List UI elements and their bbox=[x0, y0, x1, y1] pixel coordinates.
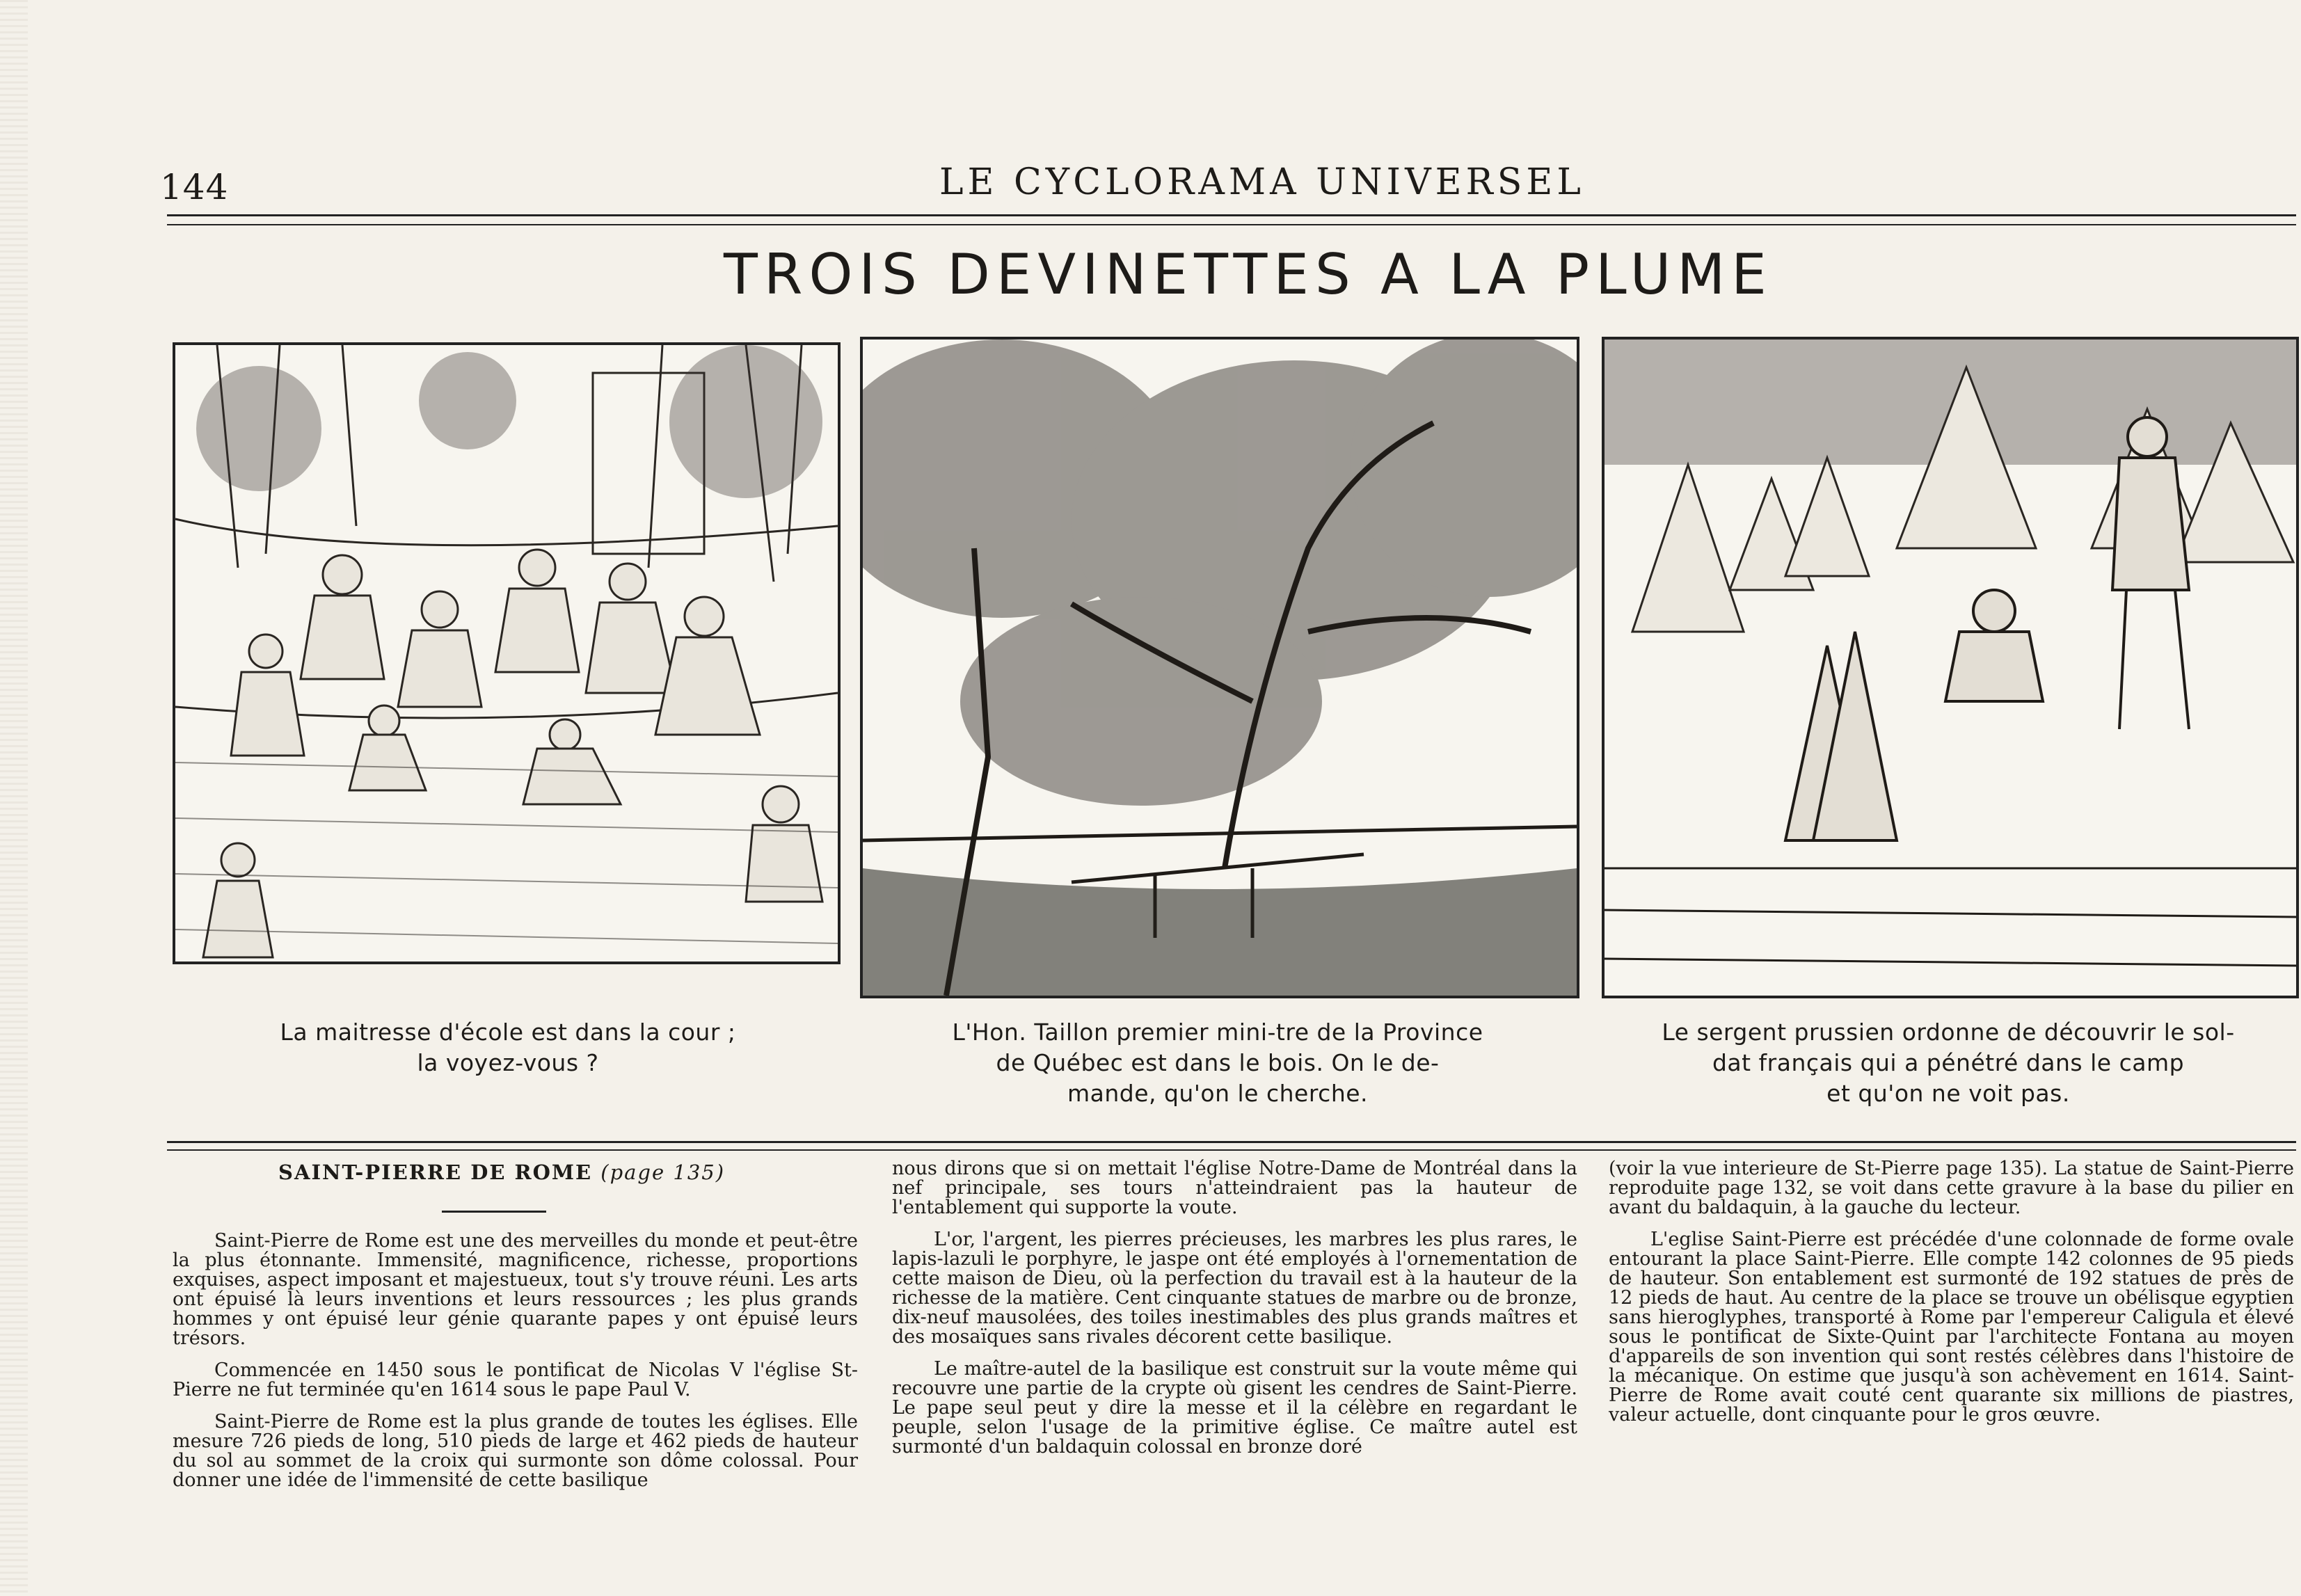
paragraph: L'or, l'argent, les pierres précieuses, les marbres les plus rares, le lapis-lazuli le porphyre, le jaspe ont été employés à l'ornementation de cette maison de Dieu, où la perfection du travail est à la hauteur de la richesse de la matière. Cent cinquante statues de marbre ou de bronze, dix-neuf mausolées, des toiles inestimables des plus grands maîtres et des mosaïques sans rivales décorent cette basilique. bbox=[892, 1229, 1577, 1348]
caption-line: la voyez-vous ? bbox=[417, 1049, 599, 1076]
caption-line: de Québec est dans le bois. On le de- bbox=[996, 1049, 1440, 1076]
caption-line: mande, qu'on le cherche. bbox=[1067, 1080, 1369, 1107]
paragraph: L'eglise Saint-Pierre est précédée d'une colonnade de forme ovale entourant la place Saint-Pierre. Elle compte 142 colonnes de 95 pieds de hauteur. Son entablement est surmonté de 192 statues de près de 12 pieds de haut. Au centre de la place se trouve un obélisque egyptien sans hieroglyphes, transporté à Rome par l'empereur Caligula et élevé sous le pontificat de Sixte-Quint par l'architecte Fontana au moyen d'appareils de son invention qui sont restés célèbres dans l'histoire de la mécanique. On estime que jusqu'à son achèvement en 1614. Saint-Pierre de Rome avait couté cent quarante six millions de piastres, valeur actuelle, dont cinquante pour le gros œuvre. bbox=[1609, 1229, 2294, 1426]
puzzle-illustration-forest bbox=[860, 337, 1579, 998]
header-rule-top bbox=[167, 214, 2296, 216]
caption-line: Le sergent prussien ordonne de découvrir le sol- bbox=[1662, 1019, 2235, 1046]
article-rule-bottom bbox=[167, 1149, 2296, 1151]
puzzle-caption-3 bbox=[1600, 1017, 2296, 1109]
article-column-3 bbox=[1609, 1159, 2294, 1437]
article-title-rule bbox=[442, 1211, 546, 1213]
article-rule-top bbox=[167, 1141, 2296, 1143]
article-title-ref: (page 135) bbox=[600, 1160, 726, 1184]
caption-line: et qu'on ne voit pas. bbox=[1826, 1080, 2070, 1107]
article-column-1 bbox=[173, 1231, 858, 1503]
page-number: 144 bbox=[160, 167, 229, 207]
puzzle-caption-1 bbox=[209, 1017, 807, 1078]
article-title-text: SAINT-PIERRE DE ROME bbox=[278, 1160, 593, 1184]
caption-line: dat français qui a pénétré dans le camp bbox=[1712, 1049, 2185, 1076]
paragraph: Saint-Pierre de Rome est la plus grande de toutes les églises. Elle mesure 726 pieds de long, 510 pieds de large et 462 pieds de hauteur du sol au sommet de la croix qui surmonte son dôme colossal. Pour donner une idée de l'immensité de cette basilique bbox=[173, 1411, 858, 1491]
puzzle-caption-2 bbox=[849, 1017, 1586, 1109]
puzzle-illustration-schoolyard bbox=[173, 342, 841, 964]
article-column-2 bbox=[892, 1159, 1577, 1469]
paragraph: nous dirons que si on mettait l'église Notre-Dame de Montréal dans la nef principale, ses tours n'atteindraient pas la hauteur de l'entablement qui supporte la voute. bbox=[892, 1158, 1577, 1218]
puzzle-illustration-camp bbox=[1602, 337, 2299, 998]
caption-line: L'Hon. Taillon premier mini-tre de la Province bbox=[952, 1019, 1483, 1046]
scan-edge-speckle bbox=[0, 0, 28, 1596]
paragraph: Saint-Pierre de Rome est une des merveilles du monde et peut-être la plus étonnante. Immensité, magnificence, richesse, proportions exquises, aspect imposant et majestueux, tout s'y trouve réuni. Les arts ont épuisé là leurs inventions et leurs ressources ; les plus grands hommes y ont épuisé leur génie quarante papes y ont épuisé leurs trésors. bbox=[173, 1230, 858, 1349]
caption-line: La maitresse d'école est dans la cour ; bbox=[280, 1019, 736, 1046]
paragraph: Le maître-autel de la basilique est construit sur la voute même qui recouvre une partie de la crypte où gisent les cendres de Saint-Pierre. Le pape seul peut y dire la messe et il la célèbre en regardant le peuple, selon l'usage de la primitive église. Ce maître autel est surmonté d'un baldaquin colossal en bronze doré bbox=[892, 1358, 1577, 1458]
header-rule-bottom bbox=[167, 224, 2296, 225]
paragraph: (voir la vue interieure de St-Pierre page 135). La statue de Saint-Pierre reproduite page 132, se voit dans cette gravure à la base du pilier en avant du baldaquin, à la gauche du lecteur. bbox=[1609, 1158, 2294, 1218]
paragraph: Commencée en 1450 sous le pontificat de Nicolas V l'église St-Pierre ne fut terminée qu'en 1614 sous le pape Paul V. bbox=[173, 1359, 858, 1401]
running-head: LE CYCLORAMA UNIVERSEL bbox=[939, 161, 1585, 203]
article-title bbox=[278, 1160, 725, 1184]
feature-title: TROIS DEVINETTES A LA PLUME bbox=[724, 242, 1773, 307]
